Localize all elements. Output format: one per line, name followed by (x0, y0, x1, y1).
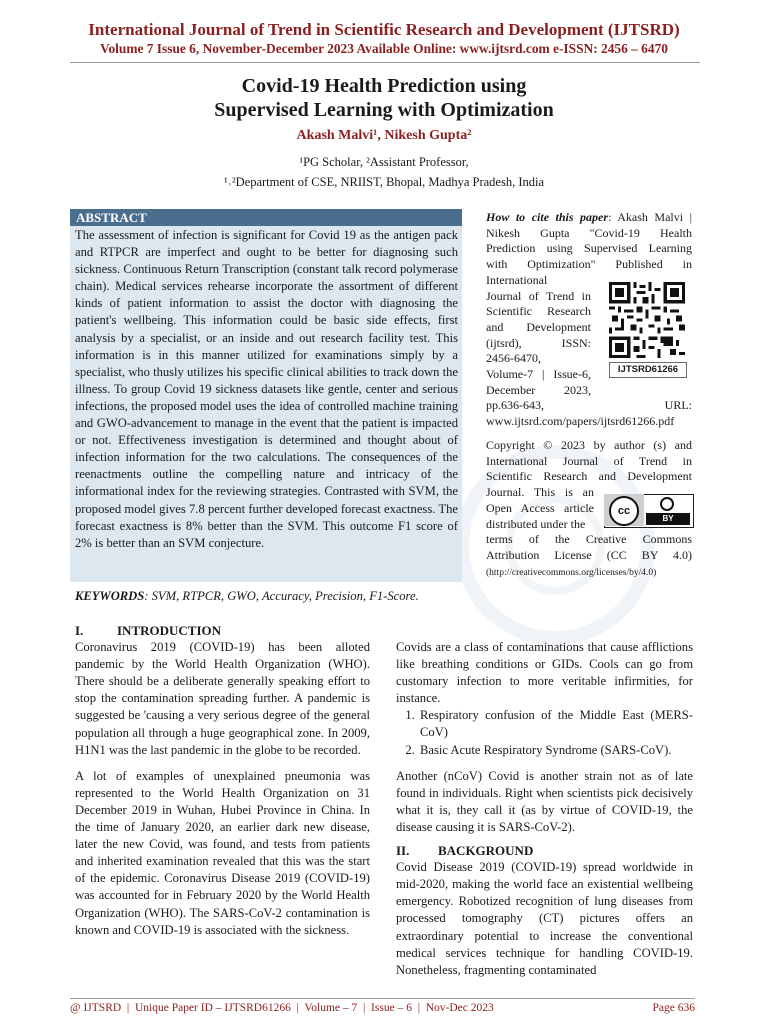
copyright-short-line: distributed under the (486, 516, 586, 531)
copyright-short-line: Journal. This is an (486, 485, 594, 500)
paper-id-badge: IJTSRD61266 (609, 362, 687, 378)
background-paragraph: Covid Disease 2019 (COVID-19) spread worldwide in mid-2020, making the world face an existential wellbeing emergency. Robotized recognition of lung diseases from processed tomography (CT) pictures offers an extraordinary potential to increase the conventional medical services technique for handling COVID-19. Nonetheless, fragmenting contaminated (396, 860, 693, 977)
citation-short-line: 2456-6470, (486, 351, 541, 366)
keywords-text: : SVM, RTPCR, GWO, Accuracy, Precision, F1-Score. (144, 589, 419, 603)
citation-label: How to cite this paper (486, 210, 609, 224)
abstract-text: The assessment of infection is significant for Covid 19 as the antigen pack and RTPCR are imperfect and ought to be better for diagnosing such sickness. Continuous Return Transcription (constant talk record polymerase chain). Medical services rehearse incorporate the assortment of different kinds of patient information to assist the doctor with diagnosing the patient's wellbeing. This information could be basic side effects, first analysis by a specialist, or an inside and out research facility test. This information is in this manner utilized for examinations simply by a specialist, who thusly utilizes his specific clinical abilities to track down the illness. To group Covid 19 sickness datasets like gentle, center and serious infections, the proposed model uses the idea of controlled machine training and GWO-advancement to manage in the event that the patient is impacted or not. Effectiveness investigation is determined and thought about of infection information for the two calculations. The consequences of the reenactments outline the compelling nature and intricacy of the informational index for the reviewing strategies. Contrasted with SVM, the proposed model gives 7.8 percent further developed forecast exactness. The forecast exactness is 8% better than the SVM. This outcome F1 score of 2% is better than an SVM conjecture. (75, 228, 458, 550)
section-title: INTRODUCTION (117, 623, 222, 638)
copyright-line-3: Scientific Research and Development (486, 469, 692, 484)
paper-title-line-2: Supervised Learning with Optimization (214, 99, 554, 121)
citation-line-1: : Akash Malvi | (608, 210, 693, 224)
paper-title-line-1: Covid-19 Health Prediction using (241, 75, 527, 97)
right-paragraph-1: Covids are a class of contaminations that cause afflictions like breathing conditions or GIDs. Cools can go from customary infection to more veritable infirmities, for instance. (396, 640, 693, 706)
keywords (75, 589, 465, 604)
citation-line-4: with Optimization" Published in (486, 257, 692, 272)
qr-code-icon (609, 282, 685, 358)
section-heading-background (396, 842, 693, 859)
left-column (75, 622, 370, 939)
creative-commons-icon: cc (609, 496, 639, 526)
citation-short-line: and Development (486, 319, 591, 334)
citation-short-line: (ijtsrd), ISSN: (486, 335, 591, 350)
keywords-label: KEYWORDS (75, 589, 145, 603)
page-number: Page 636 (652, 1002, 695, 1014)
footer-info: @ IJTSRD | Unique Paper ID – IJTSRD61266 | Volume – 7 | Issue – 6 | Nov-Dec 2023 (70, 1002, 494, 1014)
copyright-line-1: Copyright © 2023 by author (s) and (486, 438, 692, 452)
citation-short-line: Volume-7 | Issue-6, (486, 367, 591, 382)
covid-types-list (396, 707, 693, 758)
header-divider (70, 62, 700, 63)
intro-paragraph-2: A lot of examples of unexplained pneumonia was represented to the World Health Organization on 31 December 2019 in Wuhan, Hubei Province in China. In the time of January 2020, an earlier dark new disease, later the new Covid, was found, and tests from patients and inherited examination revealed that this was the start of the epidemic. Coronavirus Disease 2019 (COVID-19) was accounted for in February 2020 by the World Health Organization (WHO). The SARS-CoV-2 contamination is known and COVID-19 is associated with the sickness. (75, 768, 370, 937)
citation-url[interactable]: www.ijtsrd.com/papers/ijtsrd61266.pdf (486, 414, 675, 429)
section-title: BACKGROUND (438, 843, 534, 859)
section-number: II. (396, 843, 410, 859)
copyright-line-4: terms of the Creative Commons (486, 532, 692, 547)
copyright-line-5: Attribution License (CC BY 4.0) (486, 547, 692, 562)
license-url[interactable]: (http://creativecommons.org/licenses/by/4.0) (486, 567, 657, 578)
citation-line-5: International (486, 272, 548, 287)
copyright-line-2: International Journal of Trend in (486, 453, 692, 468)
list-item: 1. Respiratory confusion of the Middle East (MERS-CoV) (418, 707, 693, 741)
section-heading-introduction (75, 622, 370, 639)
citation-short-line: pp.636-643, URL: (486, 398, 692, 413)
citation-short-line: December 2023, (486, 382, 591, 397)
paper-title (0, 74, 768, 122)
citation-short-line: Scientific Research (486, 304, 591, 319)
citation-short-line: Journal of Trend in (486, 288, 591, 303)
right-paragraph-2: Another (nCoV) Covid is another strain not as of late found in individuals. Right when scientists pick decisively what it is, they call it (as by virtue of COVID-19, the disease causing it is SARS-CoV-2). (396, 768, 693, 834)
right-column (396, 639, 693, 979)
footer-divider (70, 998, 695, 999)
by-label: BY (646, 513, 690, 525)
list-item: 2. Basic Acute Respiratory Syndrome (SARS-CoV). (418, 742, 693, 759)
journal-title: International Journal of Trend in Scientific Research and Development (IJTSRD) (88, 20, 680, 39)
citation-line-3: Prediction using Supervised Learning (486, 241, 692, 256)
citation-line-2: Nikesh Gupta "Covid-19 Health (486, 225, 692, 240)
issue-line: Volume 7 Issue 6, November-December 2023 Available Online: www.ijtsrd.com e-ISSN: 2456 – 6470 (100, 41, 668, 56)
footer (70, 1002, 695, 1014)
author-department: ¹˒²Department of CSE, NRIIST, Bhopal, Madhya Pradesh, India (223, 175, 545, 189)
attribution-person-icon (660, 497, 674, 511)
paper-authors: Akash Malvi¹, Nikesh Gupta² (296, 128, 472, 143)
intro-paragraph-1: Coronavirus 2019 (COVID-19) has been alloted pandemic by the World Health Organization (WHO). There should be a deliberate generally speaking effort to stop the contamination spreading further. A pandemic is suggested be 'causing a very serious degree of the general population all through a huge geographical zone. In 2009, H1N1 was the last pandemic in the globe to be recorded. (75, 640, 370, 757)
author-roles: ¹PG Scholar, ²Assistant Professor, (299, 155, 469, 169)
copyright-short-line: Open Access article (486, 500, 594, 515)
section-number: I. (75, 623, 84, 638)
abstract-heading: ABSTRACT (70, 209, 462, 226)
